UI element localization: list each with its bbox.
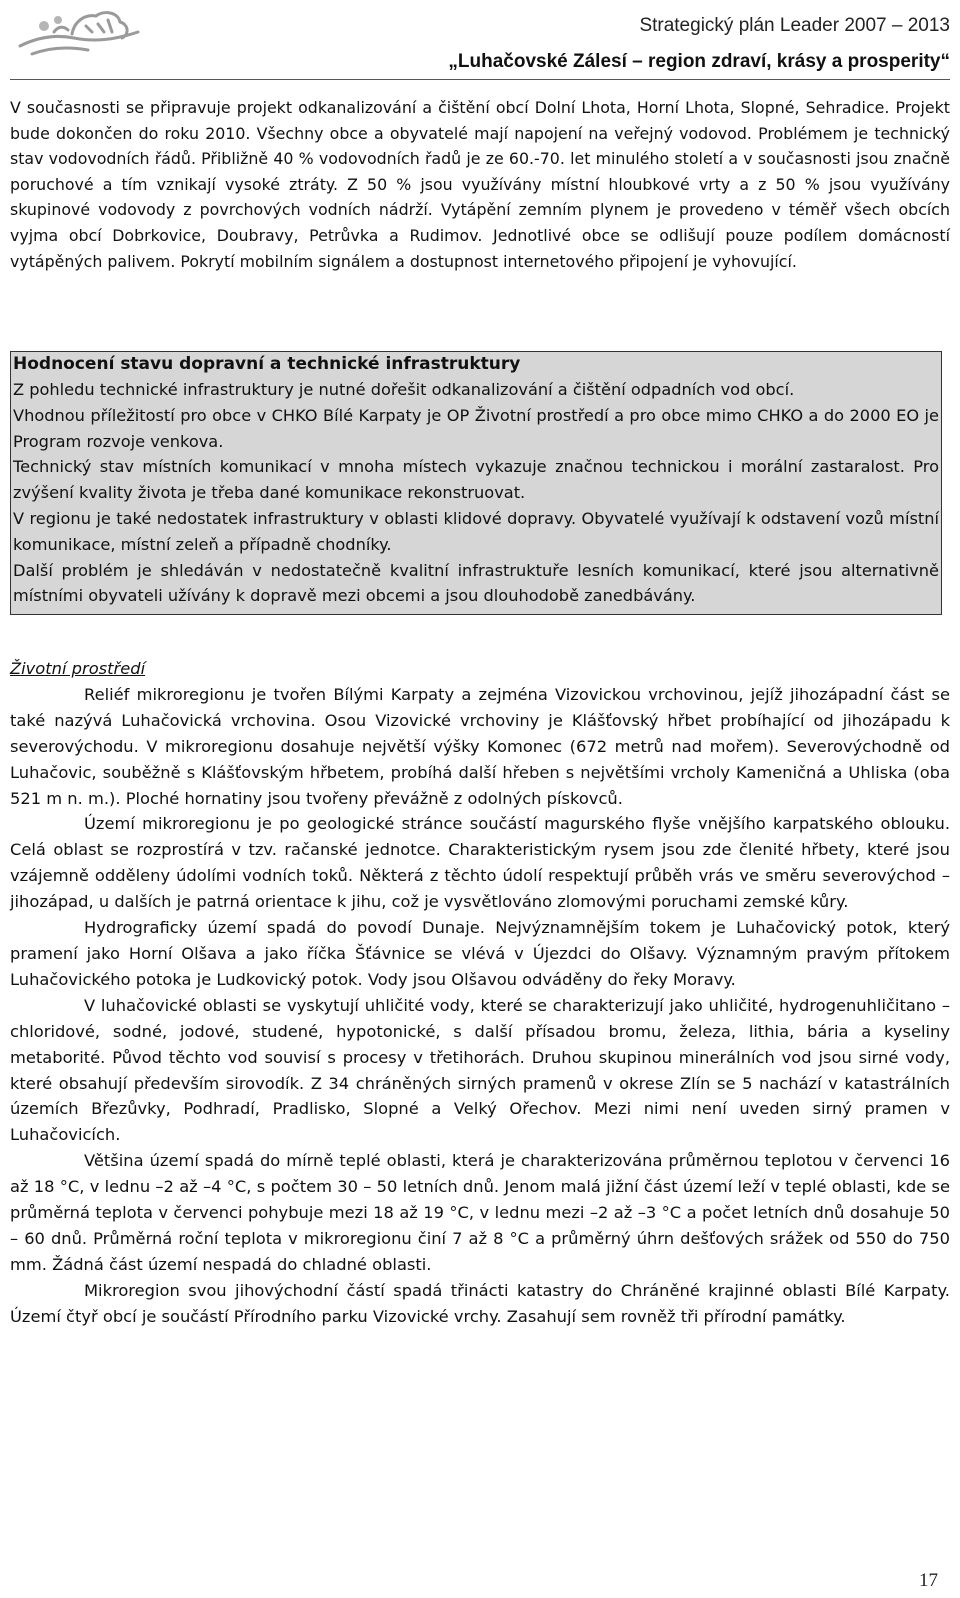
infrastructure-assessment-box: [10, 351, 942, 615]
page-header: [0, 0, 960, 82]
environment-heading: Životní prostředí: [10, 659, 146, 678]
intro-paragraph: V současnosti se připravuje projekt odkanalizování a čištění obcí Dolní Lhota, Horní Lhota, Slopné, Sehradice. Projekt bude dokončen do roku 2010. Všechny obce a obyvatelé mají napojení na veřejný vodovod. Problémem je technický stav vodovodních řádů. Přibližně 40 % vodovodních řadů je ze 60.-70. let minulého století a v současnosti jsou značně poruchové a tím vznikají vysoké ztráty. Z 50 % jsou využívány místní hloubkové vrty a z 50 % jsou využívány skupinové vodovody z povrchových vodních nádrží. Vytápění zemním plynem je provedeno v téměř všech obcích vyjma obcí Dobrkovice, Doubravy, Petrůvka a Rudimov. Jednotlivé obce se odlišují pouze podílem domácností vytápěných palivem. Pokrytí mobilním signálem a dostupnost internetového připojení je vyhovující.: [10, 98, 950, 271]
header-divider: [10, 79, 950, 80]
assessment-paragraph: Vhodnou příležitostí pro obce v CHKO Bílé Karpaty je OP Životní prostředí a pro obce mimo CHKO a do 2000 EO je Program rozvoje venkova.: [13, 405, 939, 451]
environment-section: [10, 656, 950, 1330]
intro-section: [10, 95, 950, 274]
environment-paragraph: Území mikroregionu je po geologické stránce součástí magurského flyše vnějšího karpatského oblouku. Celá oblast se rozprostírá v tzv. račanské jednotce. Charakteristickým rysem jsou zde členité hřbety, které jsou vzájemně odděleny údolími vodních toků. Některá z těchto údolí respektují průběh vrás ve směru severovýchod – jihozápad, u dalších je patrná orientace k jihu, což je vysvětlováno zlomovými poruchami zemské kůry.: [10, 814, 950, 912]
page-number: 17: [919, 1570, 938, 1591]
assessment-paragraph: Z pohledu technické infrastruktury je nutné dořešit odkanalizování a čištění odpadních vod obcí.: [13, 380, 795, 399]
environment-paragraph: Hydrograficky území spadá do povodí Dunaje. Nejvýznamnějším tokem je Luhačovický potok, který pramení jako Horní Olšava a jako říčka Šťávnice se vlévá v Újezdci do Olšavy. Významným pravým přítokem Luhačovického potoka je Ludkovický potok. Vody jsou Olšavou odváděny do řeky Moravy.: [10, 918, 950, 989]
assessment-paragraph: V regionu je také nedostatek infrastruktury v oblasti klidové dopravy. Obyvatelé využívají k odstavení vozů místní komunikace, místní zeleň a případně chodníky.: [13, 508, 939, 554]
region-logo-icon: [14, 4, 144, 68]
assessment-paragraph: Technický stav místních komunikací v mnoha místech vykazuje značnou technickou i morální zastaralost. Pro zvýšení kvality života je třeba dané komunikace rekonstruovat.: [13, 457, 939, 503]
environment-paragraph: Reliéf mikroregionu je tvořen Bílými Karpaty a zejména Vizovickou vrchovinou, jejíž jihozápadní část se také nazývá Luhačovická vrchovina. Osou Vizovické vrchoviny je Klášťovský hřbet probíhající od jihozápadu k severovýchodu. V mikroregionu dosahuje největší výšky Komonec (672 metrů nad mořem). Severovýchodně od Luhačovic, souběžně s Klášťovským hřbetem, probíhá další hřeben s největšími vrcholy Kameničná a Uhliska (oba 521 m n. m.). Ploché hornatiny jsou tvořeny převážně z odolných pískovců.: [10, 684, 950, 808]
document-title: Strategický plán Leader 2007 – 2013: [639, 15, 950, 36]
environment-paragraph: Mikroregion svou jihovýchodní částí spadá třinácti katastry do Chráněné krajinné oblasti Bílé Karpaty. Území čtyř obcí je součástí Přírodního parku Vizovické vrchy. Zasahují sem rovněž tři přírodní památky.: [10, 1280, 950, 1326]
document-subtitle: „Luhačovské Zálesí – region zdraví, krásy a prosperity“: [448, 51, 950, 72]
assessment-title: Hodnocení stavu dopravní a technické infrastruktury: [13, 354, 521, 374]
environment-paragraph: V luhačovické oblasti se vyskytují uhličité vody, které se charakterizují jako uhličité, hydrogenuhličitano – chloridové, sodné, jodové, studené, hypotonické, s další přísadou bromu, železa, lithia, bária a kyseliny metaborité. Původ těchto vod souvisí s procesy v třetihorách. Druhou skupinou minerálních vod jsou sirné vody, které obsahují především sirovodík. Z 34 chráněných sirných pramenů v okrese Zlín se 5 nachází v katastrálních územích Březůvky, Podhradí, Pradlisko, Slopné a Velký Ořechov. Mezi nimi není uveden sirný pramen v Luhačovicích.: [10, 995, 950, 1145]
assessment-paragraph: Další problém je shledáván v nedostatečně kvalitní infrastruktuře lesních komunikací, které jsou alternativně místními obyvateli užívány k dopravě mezi obcemi a jsou dlouhodobě zanedbávány.: [13, 560, 939, 606]
environment-paragraph: Většina území spadá do mírně teplé oblasti, která je charakterizována průměrnou teplotou v červenci 16 až 18 °C, v lednu –2 až –4 °C, s počtem 30 – 50 letních dnů. Jenom malá jižní část území leží v teplé oblasti, kde se průměrná teplota v červenci pohybuje mezi 18 až 19 °C, v lednu mezi –2 až –3 °C a počet letních dnů dosahuje 50 – 60 dnů. Průměrná roční teplota v mikroregionu činí 7 až 8 °C a průměrný úhrn dešťových srážek od 550 do 750 mm. Žádná část území nespadá do chladné oblasti.: [10, 1151, 950, 1274]
